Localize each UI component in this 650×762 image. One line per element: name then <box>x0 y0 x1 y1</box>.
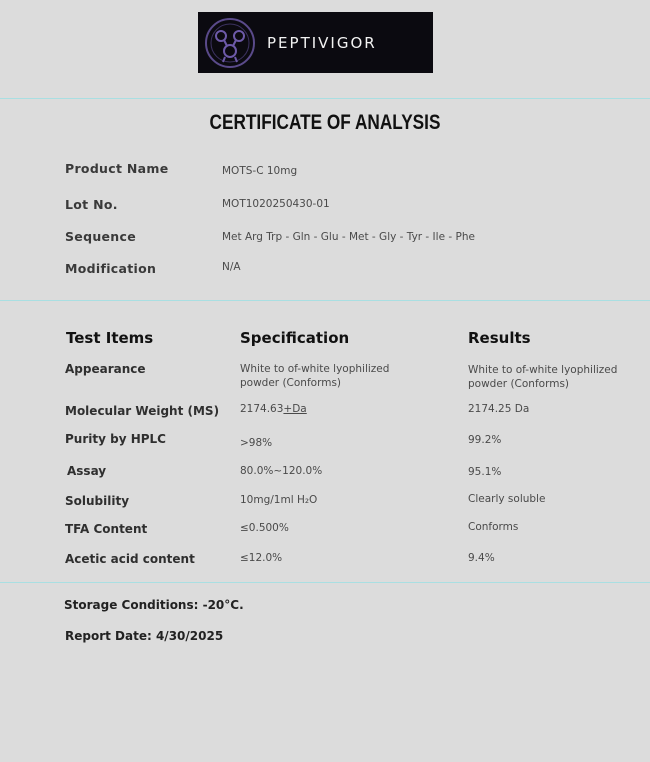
row-label-molecular-weight: Molecular Weight (MS) <box>65 404 220 418</box>
row-label-purity: Purity by HPLC <box>65 432 166 446</box>
header-specification: Specification <box>240 329 350 347</box>
row-label-tfa-content: TFA Content <box>65 522 148 536</box>
brand-logo <box>198 12 433 73</box>
report-date: Report Date: 4/30/2025 <box>65 629 224 643</box>
spec-purity: >98% <box>240 437 273 449</box>
info-value-sequence: Met Arg Trp - Gln - Glu - Met - Gly - Tyr - Ile - Phe <box>222 231 475 243</box>
row-label-acetic-acid: Acetic acid content <box>65 552 195 566</box>
row-label-assay: Assay <box>67 464 107 478</box>
info-label-lot-no: Lot No. <box>65 197 118 212</box>
result-appearance: White to of-white lyophilized powder (Conforms) <box>468 364 618 390</box>
info-label-modification: Modification <box>65 261 157 276</box>
info-value-modification: N/A <box>222 261 241 273</box>
molecule-emblem-icon <box>203 16 257 70</box>
result-molecular-weight: 2174.25 Da <box>468 403 530 415</box>
info-value-lot-no: MOT1020250430-01 <box>222 198 330 210</box>
info-value-product-name: MOTS-C 10mg <box>222 165 298 177</box>
spec-acetic-acid: ≤12.0% <box>240 552 283 564</box>
spec-molecular-weight <box>240 402 425 416</box>
result-purity: 99.2% <box>468 434 502 446</box>
divider <box>0 300 650 301</box>
spec-mw-tolerance: +Da <box>283 403 307 415</box>
result-assay: 95.1% <box>468 466 502 478</box>
result-tfa-content: Conforms <box>468 521 519 533</box>
spec-appearance: White to of-white lyophilized powder (Conforms) <box>240 363 390 389</box>
document-title: CERTIFICATE OF ANALYSIS <box>209 111 441 134</box>
divider <box>0 98 650 99</box>
spec-assay: 80.0%~120.0% <box>240 465 323 477</box>
header-test-items: Test Items <box>66 329 154 347</box>
spec-mw-value: 2174.63 <box>240 403 284 415</box>
storage-conditions: Storage Conditions: -20°C. <box>64 598 244 612</box>
info-label-sequence: Sequence <box>65 229 136 244</box>
header-results: Results <box>468 329 531 347</box>
row-label-solubility: Solubility <box>65 494 130 508</box>
spec-tfa-content: ≤0.500% <box>240 522 289 534</box>
info-label-product-name: Product Name <box>65 161 169 176</box>
brand-name: PEPTIVIGOR <box>267 33 377 52</box>
spec-solubility: 10mg/1ml H₂O <box>240 494 318 506</box>
result-solubility: Clearly soluble <box>468 493 546 505</box>
row-label-appearance: Appearance <box>65 362 146 376</box>
result-acetic-acid: 9.4% <box>468 552 495 564</box>
divider <box>0 582 650 583</box>
